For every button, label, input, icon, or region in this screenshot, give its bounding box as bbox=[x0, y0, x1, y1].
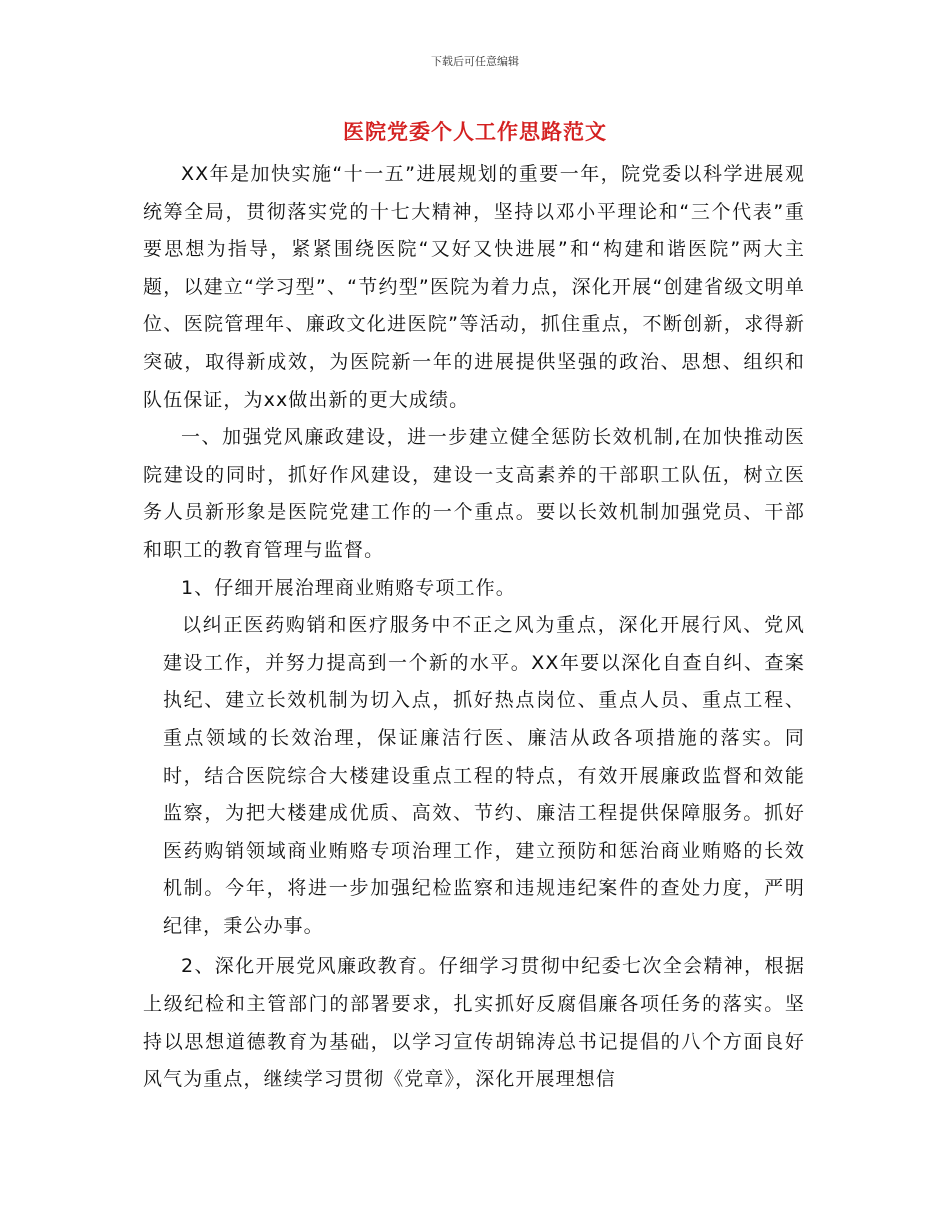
paragraph-item-2: 2、深化开展党风廉政教育。仔细学习贯彻中纪委七次全会精神，根据上级纪检和主管部门的部署要求，扎实抓好反腐倡廉各项任务的落实。坚持以思想道德教育为基础，以学习宣传胡锦涛总书记提倡的八个方面良好风气为重点，继续学习贯彻《党章》，深化开展理想信 bbox=[143, 955, 805, 1091]
paragraph-item-1-heading: 1、仔细开展治理商业贿赂专项工作。 bbox=[181, 576, 516, 599]
header-note: 下载后可任意编辑 bbox=[431, 55, 519, 68]
document-body bbox=[143, 156, 805, 1099]
paragraph-item-1-body: 以纠正医药购销和医疗服务中不正之风为重点，深化开展行风、党风建设工作，并努力提高到一个新的水平。XX年要以深化自查自纠、查案执纪、建立长效机制为切入点，抓好热点岗位、重点人员、重点工程、重点领域的长效治理，保证廉洁行医、廉洁从政各项措施的落实。同时，结合医院综合大楼建设重点工程的特点，有效开展廉政监督和效能监察，为把大楼建成优质、高效、节约、廉洁工程提供保障服务。抓好医药购销领域商业贿赂专项治理工作，建立预防和惩治商业贿赂的长效机制。今年，将进一步加强纪检监察和违规违纪案件的查处力度，严明纪律，秉公办事。 bbox=[162, 614, 805, 937]
document-title: 医院党委个人工作思路范文 bbox=[343, 119, 607, 144]
paragraph-intro: XX年是加快实施“十一五”进展规划的重要一年，院党委以科学进展观统筹全局，贯彻落实党的十七大精神，坚持以邓小平理论和“三个代表”重要思想为指导，紧紧围绕医院“又好又快进展”和“构建和谐医院”两大主题，以建立“学习型”、“节约型”医院为着力点，深化开展“创建省级文明单位、医院管理年、廉政文化进医院”等活动，抓住重点，不断创新，求得新突破，取得新成效，为医院新一年的进展提供坚强的政治、思想、组织和队伍保证，为xx做出新的更大成绩。 bbox=[143, 163, 805, 411]
paragraph-section-1: 一、加强党风廉政建设，进一步建立健全惩防长效机制,在加快推动医院建设的同时，抓好作风建设，建设一支高素养的干部职工队伍，树立医务人员新形象是医院党建工作的一个重点。要以长效机制加强党员、干部和职工的教育管理与监督。 bbox=[143, 426, 805, 561]
